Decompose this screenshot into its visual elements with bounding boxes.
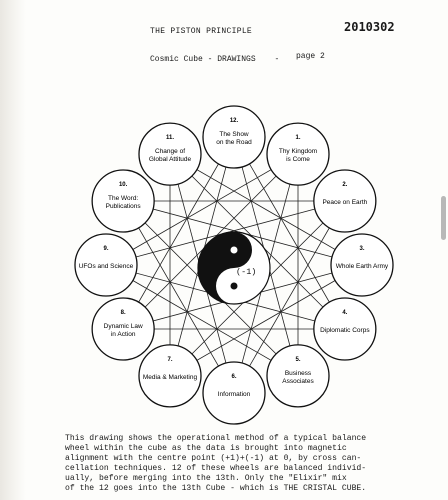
document-number: 2010302 — [344, 20, 395, 34]
wheel-node — [331, 234, 393, 296]
node-label: Whole Earth Army — [335, 263, 389, 270]
wheel-node — [203, 362, 265, 424]
caption-line: alignment with the centre point (+1)+(-1) at 0, by cross can- — [65, 454, 362, 463]
node-number: 7. — [167, 356, 173, 363]
wheel-node — [92, 298, 154, 360]
scrollbar-thumb[interactable] — [441, 196, 446, 240]
node-label: in Action — [110, 331, 136, 338]
node-label: The Word: — [108, 195, 139, 202]
node-label: on the Road — [216, 139, 252, 146]
node-number: 9. — [103, 246, 109, 252]
center-label: (-1) — [236, 267, 257, 277]
caption-line: This drawing shows the operational method of a typical balance — [65, 434, 367, 443]
node-label: Business — [284, 369, 312, 377]
node-label: Dynamic Law — [103, 323, 143, 330]
node-label: Change of — [155, 148, 185, 156]
node-number: 10. — [118, 182, 128, 188]
node-label: Publications — [105, 203, 141, 210]
node-label: Global Attitude — [148, 156, 192, 164]
subtitle-dash: - — [274, 55, 280, 64]
node-label: Media & Marketing — [142, 373, 198, 381]
node-number: 1. — [295, 135, 301, 142]
node-number: 11. — [165, 135, 175, 142]
wheel-node — [75, 234, 137, 296]
document-title: THE PISTON PRINCIPLE — [150, 27, 253, 36]
node-number: 4. — [342, 310, 348, 316]
yin-yang-symbol — [198, 232, 270, 304]
caption-line: ually, before merging into the 13th. Only the "Elixir" mix — [65, 474, 347, 483]
wheel-node — [139, 345, 201, 407]
node-number: 8. — [120, 310, 126, 316]
wheel-node — [267, 123, 329, 185]
wheel-node — [139, 123, 201, 185]
node-number: 6. — [231, 374, 237, 380]
node-label: Thy Kingdom — [278, 148, 318, 156]
wheel-node — [314, 298, 376, 360]
node-label: Information — [217, 391, 251, 398]
node-label: is Come — [286, 156, 310, 164]
wheel-node — [314, 170, 376, 232]
node-label: Peace on Earth — [322, 199, 368, 206]
wheel-node — [267, 345, 329, 407]
node-label: Associates — [282, 377, 314, 385]
caption-line: cellation techniques. 12 of these wheels are balanced individ- — [65, 464, 367, 473]
node-number: 5. — [295, 356, 301, 363]
caption-line: of the 12 goes into the 13th Cube - which is THE CRISTAL CUBE. — [65, 484, 367, 493]
subtitle-text: Cosmic Cube - DRAWINGS — [150, 55, 256, 64]
caption-text — [65, 434, 395, 494]
wheel-node — [203, 106, 265, 168]
node-number: 3. — [359, 246, 365, 252]
node-label: The Show — [219, 131, 249, 138]
node-label: Diplomatic Corps — [320, 327, 370, 334]
page-number: page 2 — [296, 52, 325, 61]
node-number: 2. — [342, 182, 348, 188]
node-label: UFOs and Science — [78, 263, 134, 270]
wheel-node — [92, 170, 154, 232]
node-number: 12. — [229, 118, 239, 124]
caption-line: wheel within the cube as the data is brought into magnetic — [65, 444, 347, 453]
